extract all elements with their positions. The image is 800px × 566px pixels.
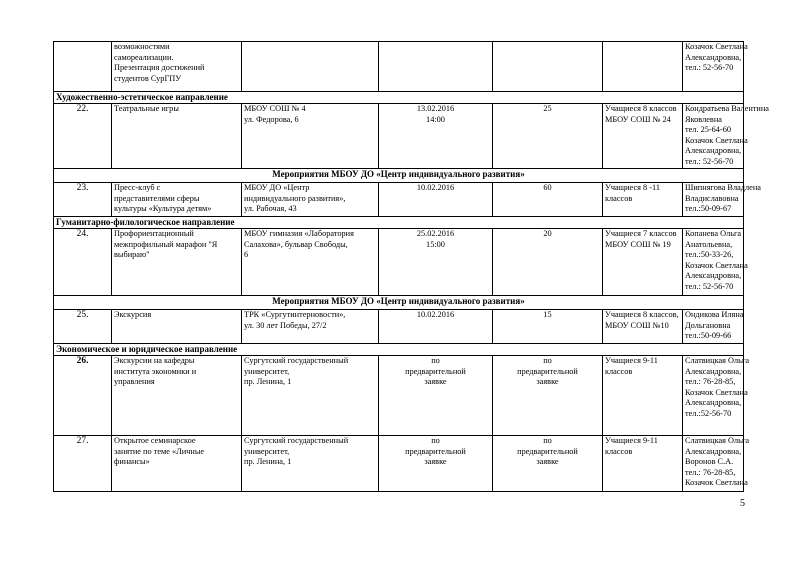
text-line: заявке: [536, 457, 559, 467]
text-line: университет,: [244, 366, 290, 376]
text-line: тел.: 76-28-85,: [685, 467, 736, 477]
text-line: Слатвицкая Ольга: [685, 436, 750, 445]
text-line: Учащиеся 8 классов,: [605, 310, 679, 319]
text-line: 6: [244, 250, 249, 260]
count-cell: [493, 42, 603, 92]
text-line: Воронов С.А.: [685, 457, 734, 467]
text-line: Профориентационный: [114, 229, 194, 238]
event-cell: [112, 436, 242, 492]
text-line: Экскурсия: [114, 310, 152, 319]
text-line: Александровна,: [685, 52, 742, 62]
date-cell: [379, 310, 493, 344]
text-line: Александровна,: [685, 271, 742, 281]
audience-cell: [603, 104, 683, 169]
text-line: 10.02.2016: [416, 183, 455, 192]
count-cell: [493, 356, 603, 436]
text-line: Сургутский государственный: [244, 356, 349, 365]
contact-cell: [683, 42, 748, 92]
count-cell: [493, 436, 603, 492]
text-line: Сургутский государственный: [244, 436, 349, 445]
text-line: Александровна,: [685, 366, 742, 376]
contact-cell: [683, 229, 748, 296]
text-line: ТРК «Сургутинтерновости»,: [244, 310, 346, 319]
text-line: выбираю": [114, 250, 150, 260]
text-line: классов: [605, 193, 633, 203]
text-line: предварительной: [517, 446, 578, 456]
text-line: Копанева Ольга: [685, 229, 742, 238]
text-line: Кондратьева Валентина: [685, 104, 769, 113]
text-line: 25.02.2016: [416, 229, 455, 238]
text-line: заявке: [536, 377, 559, 387]
text-line: Учащиеся 8 -11: [605, 183, 660, 192]
table-row: [54, 183, 744, 217]
text-line: тел.: 52-56-70: [685, 63, 734, 73]
text-line: управления: [114, 377, 155, 387]
text-line: 10.02.2016: [416, 310, 455, 319]
text-line: Дольгановна: [685, 320, 731, 330]
text-line: Александровна,: [685, 146, 742, 156]
text-line: заявке: [424, 377, 447, 387]
section-header: [54, 344, 744, 356]
text-line: Козачок Светлана: [685, 135, 748, 145]
text-line: ул. 30 лет Победы, 27/2: [244, 320, 327, 330]
audience-cell: [603, 356, 683, 436]
table-row: [54, 104, 744, 169]
text-line: Козачок Светлана: [685, 42, 748, 51]
date-cell: [379, 229, 493, 296]
row-number: 22.: [54, 104, 112, 169]
event-cell: [112, 104, 242, 169]
text-line: заявке: [424, 457, 447, 467]
event-cell: [112, 42, 242, 92]
text-line: Александровна,: [685, 446, 742, 456]
row-number: 24.: [54, 229, 112, 296]
text-line: культуры «Культура детям»: [114, 204, 212, 214]
text-line: предварительной: [517, 366, 578, 376]
text-line: Козачок Светлана: [685, 478, 748, 488]
date-cell: [379, 183, 493, 217]
count-cell: 60: [493, 183, 603, 217]
section-humanities: Гуманитарно-филологическое направление: [54, 217, 744, 229]
text-line: студентов СурГПУ: [114, 73, 182, 83]
text-line: финансы»: [114, 457, 150, 467]
text-line: пр. Ленина, 1: [244, 377, 292, 387]
text-line: представителями сферы: [114, 193, 200, 203]
text-line: тел. 25-64-60: [685, 125, 732, 135]
subheader-center: Мероприятия МБОУ ДО «Центр индивидуального развития»: [54, 169, 744, 183]
date-cell: [379, 356, 493, 436]
text-line: Яковлевна: [685, 114, 722, 124]
text-line: тел.: 52-56-70: [685, 156, 734, 166]
text-line: Учащиеся 9-11: [605, 356, 658, 365]
text-line: занятие по теме «Личные: [114, 446, 205, 456]
text-line: предварительной: [405, 446, 466, 456]
event-cell: [112, 183, 242, 217]
text-line: тел.:50-33-26,: [685, 250, 734, 260]
section-header: [54, 217, 744, 229]
place-cell: [242, 436, 379, 492]
section-arts: Художественно-эстетическое направление: [54, 92, 744, 104]
place-cell: [242, 229, 379, 296]
text-line: самореализации.: [114, 52, 174, 62]
place-cell: [242, 310, 379, 344]
subheader-center: Мероприятия МБОУ ДО «Центр индивидуального развития»: [54, 296, 744, 310]
contact-cell: [683, 104, 769, 169]
page-number: 5: [740, 498, 745, 509]
count-cell: 25: [493, 104, 603, 169]
text-line: МБОУ СОШ № 4: [244, 104, 306, 113]
text-line: межпрофильный марафон "Я: [114, 239, 218, 249]
table-row: [54, 356, 744, 436]
contact-cell: [683, 183, 761, 217]
text-line: института экономики и: [114, 366, 197, 376]
text-line: тел.:50-09-66: [685, 331, 732, 341]
section-economics: Экономическое и юридическое направление: [54, 344, 744, 356]
row-number: 26.: [54, 356, 112, 436]
text-line: Анатольевна,: [685, 239, 733, 249]
contact-cell: [683, 436, 750, 492]
text-line: Салахова», бульвар Свободы,: [244, 239, 348, 249]
audience-cell: [603, 183, 683, 217]
text-line: Шипнягова Владлена: [685, 183, 761, 192]
date-cell: [379, 104, 493, 169]
table-row: [54, 436, 744, 492]
row-number: 25.: [54, 310, 112, 344]
text-line: Театральные игры: [114, 104, 179, 113]
text-line: Учащиеся 8 классов: [605, 104, 677, 113]
text-line: возможностями: [114, 42, 170, 51]
place-cell: [242, 104, 379, 169]
audience-cell: [603, 229, 683, 296]
event-cell: [112, 356, 242, 436]
contact-cell: [683, 356, 750, 436]
text-line: МБОУ СОШ № 19: [605, 239, 671, 249]
audience-cell: [603, 310, 683, 344]
text-line: Экскурсии на кафедры: [114, 356, 195, 365]
text-line: Учащиеся 9-11: [605, 436, 658, 445]
text-line: университет,: [244, 446, 290, 456]
audience-cell: [603, 42, 683, 92]
text-line: МБОУ СОШ №10: [605, 320, 669, 330]
date-cell: [379, 436, 493, 492]
text-line: Козачок Светлана: [685, 387, 748, 397]
section-header: [54, 92, 744, 104]
text-line: 14:00: [426, 114, 445, 124]
text-line: Открытое семинарское: [114, 436, 196, 445]
text-line: Владиславовна: [685, 193, 739, 203]
text-line: Презентация достижений: [114, 63, 205, 73]
event-cell: [112, 229, 242, 296]
subheader-row: [54, 296, 744, 310]
text-line: классов: [605, 366, 633, 376]
text-line: Козачок Светлана: [685, 260, 748, 270]
text-line: МБОУ гимназия «Лаборатория: [244, 229, 354, 238]
text-line: Ондикова Иляна: [685, 310, 744, 319]
text-line: тел.:52-56-70: [685, 408, 732, 418]
place-cell: [242, 183, 379, 217]
text-line: Слатвицкая Ольга: [685, 356, 750, 365]
num-cell: [54, 42, 112, 92]
text-line: ул. Федорова, 6: [244, 114, 299, 124]
count-cell: 20: [493, 229, 603, 296]
row-number: 27.: [54, 436, 112, 492]
table-row: [54, 42, 744, 92]
text-line: 15:00: [426, 239, 445, 249]
text-line: по: [431, 436, 440, 445]
text-line: тел.: 76-28-85,: [685, 377, 736, 387]
text-line: по: [543, 436, 552, 445]
audience-cell: [603, 436, 683, 492]
text-line: по: [431, 356, 440, 365]
text-line: пр. Ленина, 1: [244, 457, 292, 467]
text-line: по: [543, 356, 552, 365]
table-row: [54, 229, 744, 296]
text-line: Пресс-клуб с: [114, 183, 161, 192]
text-line: классов: [605, 446, 633, 456]
subheader-row: [54, 169, 744, 183]
place-cell: [242, 42, 379, 92]
table-row: [54, 310, 744, 344]
text-line: МБОУ СОШ № 24: [605, 114, 671, 124]
contact-cell: [683, 310, 744, 344]
text-line: индивидуального развития»,: [244, 193, 346, 203]
schedule-table: [53, 41, 769, 492]
row-number: 23.: [54, 183, 112, 217]
event-cell: [112, 310, 242, 344]
text-line: 13.02.2016: [416, 104, 455, 113]
date-cell: [379, 42, 493, 92]
count-cell: 15: [493, 310, 603, 344]
text-line: МБОУ ДО «Центр: [244, 183, 310, 192]
text-line: предварительной: [405, 366, 466, 376]
text-line: Александровна,: [685, 398, 742, 408]
text-line: Учащиеся 7 классов: [605, 229, 677, 238]
text-line: тел.:50-09-67: [685, 204, 732, 214]
text-line: тел.: 52-56-70: [685, 281, 734, 291]
text-line: ул. Рабочая, 43: [244, 204, 297, 214]
place-cell: [242, 356, 379, 436]
